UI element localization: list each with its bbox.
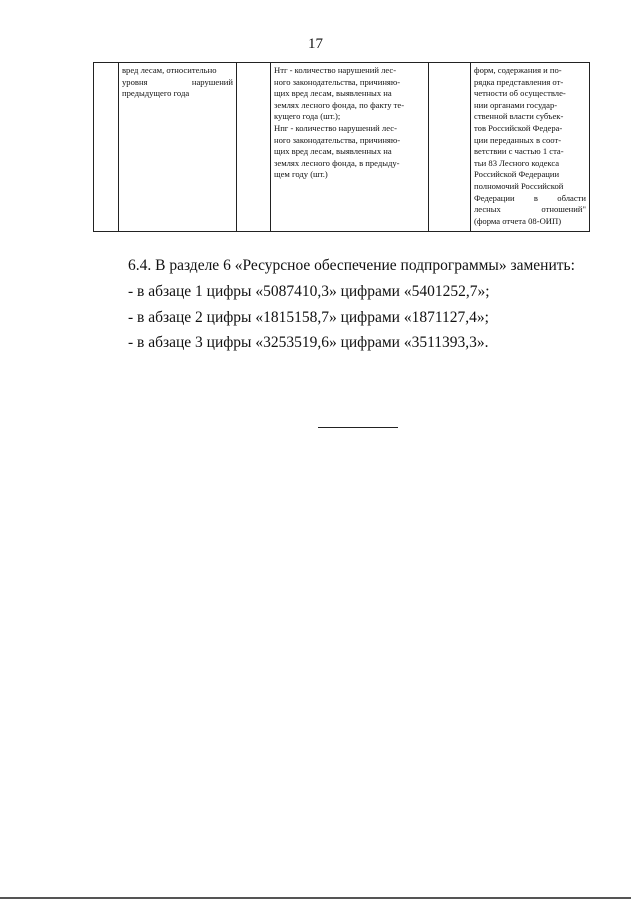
page-bottom-edge xyxy=(0,897,631,899)
indicator-table-fragment xyxy=(93,62,590,232)
cell-line: уровня нарушений xyxy=(122,76,233,87)
cell-line: полномочий Российской xyxy=(474,180,564,191)
cell-line: ции переданных в соот- xyxy=(474,134,562,145)
cell-line: Российской Федерации xyxy=(474,169,560,180)
cell-line: щих вред лесам, выявленных на xyxy=(274,88,392,99)
cell-line: четности об осуществле- xyxy=(474,88,566,99)
cell-line: лесных отношений" xyxy=(474,204,586,215)
cell-line: кущего года (шт.); xyxy=(274,111,341,122)
cell-line: нии органами государ- xyxy=(474,99,558,110)
cell-line: ного законодательства, причиняю- xyxy=(274,76,401,87)
paragraph-section-heading: 6.4. В разделе 6 «Ресурсное обеспечение подпрограммы» заменить: xyxy=(128,257,575,274)
table-cell-unit xyxy=(237,63,271,232)
table-cell-empty xyxy=(429,63,471,232)
cell-line: Нтг - количество нарушений лес- xyxy=(274,65,397,75)
cell-line: предыдущего года xyxy=(122,88,190,99)
cell-line: ного законодательства, причиняю- xyxy=(274,134,401,145)
cell-line: ственной власти субъек- xyxy=(474,111,564,122)
table-cell-formula xyxy=(271,63,429,232)
cell-line: щих вред лесам, выявленных на xyxy=(274,146,392,157)
closing-rule xyxy=(318,427,398,428)
table-cell-indicator xyxy=(119,63,237,232)
cell-line: землях лесного фонда, по факту те- xyxy=(274,99,405,110)
cell-line: тов Российской Федера- xyxy=(474,122,563,133)
cell-line: рядка представления от- xyxy=(474,76,564,87)
paragraph-item-1: - в абзаце 1 цифры «5087410,3» цифрами «5401252,7»; xyxy=(128,283,490,300)
paragraph-item-3: - в абзаце 3 цифры «3253519,6» цифрами «3511393,3». xyxy=(128,334,489,351)
paragraph-item-2: - в абзаце 2 цифры «1815158,7» цифрами «1871127,4»; xyxy=(128,309,489,326)
cell-line: землях лесного фонда, в предыду- xyxy=(274,157,400,168)
cell-line: тьи 83 Лесного кодекса xyxy=(474,157,560,168)
table-row xyxy=(94,63,590,232)
cell-line: Нпг - количество нарушений лес- xyxy=(274,122,397,133)
table-cell-number xyxy=(94,63,119,232)
cell-line: вред лесам, относительно xyxy=(122,65,217,75)
table-cell-source xyxy=(471,63,590,232)
cell-line: (форма отчета 08-ОИП) xyxy=(474,215,562,226)
cell-line: Федерации в области xyxy=(474,192,586,203)
cell-line: щем году (шт.) xyxy=(274,169,328,180)
page-number: 17 xyxy=(308,36,323,52)
cell-line: форм, содержания и по- xyxy=(474,65,562,75)
cell-line: ветствии с частью 1 ста- xyxy=(474,146,564,157)
